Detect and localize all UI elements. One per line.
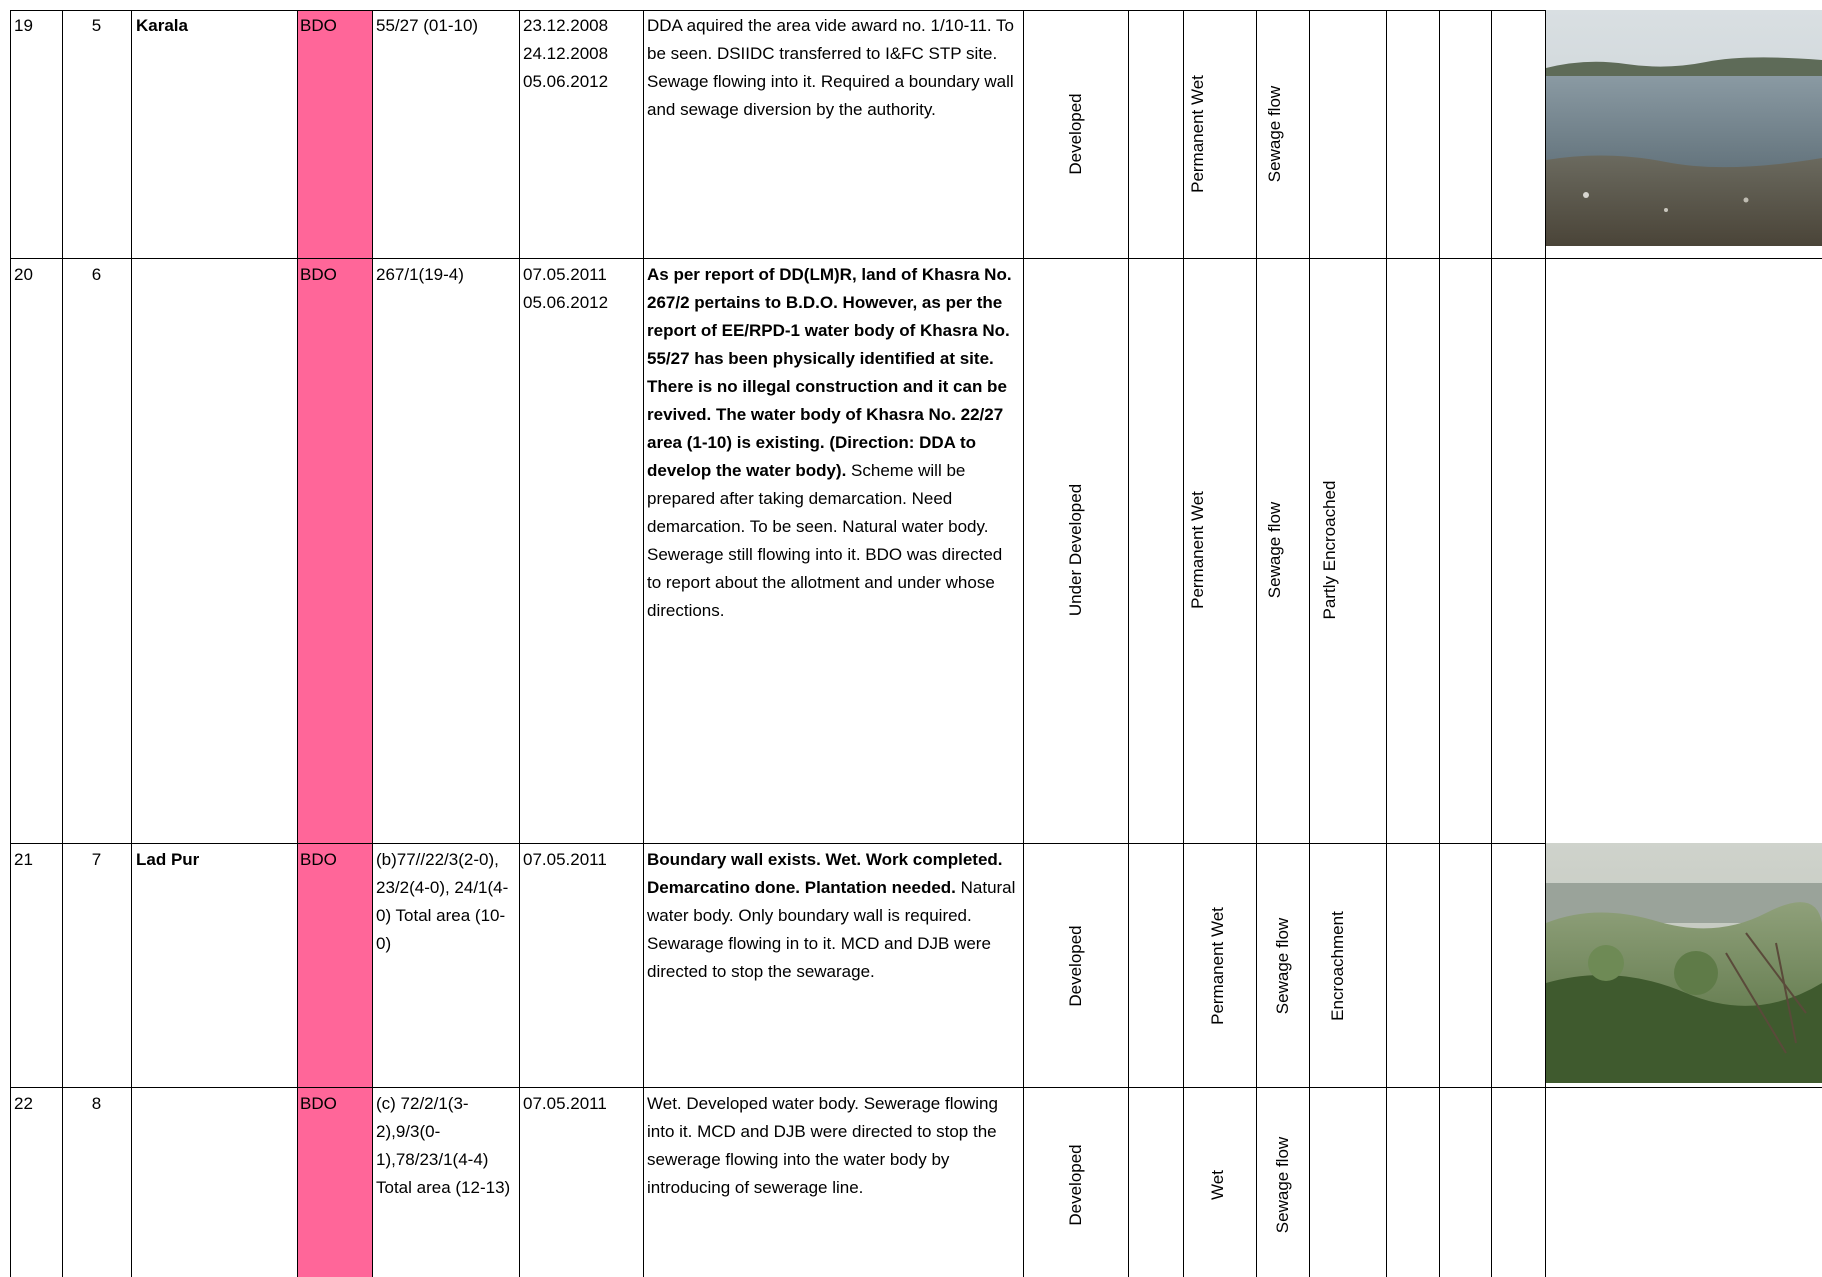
col-divider bbox=[1309, 10, 1310, 1277]
sewage-status: Sewage flow bbox=[1273, 1136, 1292, 1234]
row-divider bbox=[10, 1087, 1822, 1088]
encroachment-status: Encroachment bbox=[1328, 911, 1347, 1021]
khasra-number: (c) 72/2/1(3-2),9/3(0-1),78/23/1(4-4) Total area (12-13) bbox=[376, 1094, 511, 1197]
remarks-bold: As per report of DD(LM)R, land of Khasra No. 267/2 pertains to B.D.O. However, as per the report of EE/RPD-1 water body of Khasra No. 55/27 has been physically identified at site. There is no illegal construction and it can be revived. The water body of Khasra No. 22/27 area (1-10) is existing. (Direction: DDA to develop the water body). bbox=[647, 265, 1012, 480]
item-number: 7 bbox=[91, 850, 102, 869]
remarks-bold: Boundary wall exists. Wet. Work completed. Demarcatino done. Plantation needed. bbox=[647, 850, 1003, 897]
col-divider bbox=[1183, 10, 1184, 1277]
col-divider bbox=[643, 10, 644, 1277]
col-divider bbox=[1386, 10, 1387, 1277]
wet-status: Permanent Wet bbox=[1208, 907, 1227, 1025]
development-status: Developed bbox=[1066, 1144, 1085, 1226]
sewage-status: Sewage flow bbox=[1273, 917, 1292, 1015]
date-list: 07.05.2011 05.06.2012 bbox=[523, 265, 609, 312]
agency: BDO bbox=[300, 1094, 337, 1113]
col-divider bbox=[1439, 10, 1440, 1277]
remarks bbox=[647, 846, 1021, 986]
remarks bbox=[647, 12, 1021, 124]
item-number: 8 bbox=[91, 1094, 102, 1113]
col-divider bbox=[372, 10, 373, 1277]
sewage-status: Sewage flow bbox=[1265, 501, 1284, 599]
date-list: 07.05.2011 bbox=[523, 1094, 607, 1113]
date-list: 23.12.2008 24.12.2008 05.06.2012 bbox=[523, 16, 609, 91]
village-name: Karala bbox=[136, 16, 188, 35]
development-status: Developed bbox=[1066, 925, 1085, 1007]
development-status: Developed bbox=[1066, 93, 1085, 175]
serial-number: 19 bbox=[14, 16, 33, 35]
sewage-status: Sewage flow bbox=[1265, 85, 1284, 183]
item-number: 5 bbox=[91, 16, 102, 35]
remarks-text: Natural water body. Only boundary wall is required. Sewarage flowing in to it. MCD and DJB were directed to stop the sewarage. bbox=[647, 878, 1016, 981]
encroachment-status: Partly Encroached bbox=[1320, 480, 1339, 620]
item-number: 6 bbox=[91, 265, 102, 284]
date-list: 07.05.2011 bbox=[523, 850, 607, 869]
col-divider bbox=[1256, 10, 1257, 1277]
remarks bbox=[647, 1090, 1021, 1202]
col-divider bbox=[519, 10, 520, 1277]
remarks-text: Wet. Developed water body. Sewerage flowing into it. MCD and DJB were directed to stop the sewerage flowing into the water body by introducing of sewerage line. bbox=[647, 1094, 998, 1197]
overgrown-water-body-photo bbox=[1546, 843, 1822, 1083]
khasra-number: (b)77//22/3(2-0), 23/2(4-0), 24/1(4-0) Total area (10-0) bbox=[376, 850, 509, 953]
agency: BDO bbox=[300, 850, 337, 869]
col-divider bbox=[1491, 10, 1492, 1277]
agency: BDO bbox=[300, 265, 337, 284]
pond-water-photo bbox=[1546, 10, 1822, 246]
serial-number: 22 bbox=[14, 1094, 33, 1113]
serial-number: 20 bbox=[14, 265, 33, 284]
wet-status: Permanent Wet bbox=[1188, 75, 1207, 193]
remarks-text: Scheme will be prepared after taking demarcation. Need demarcation. To be seen. Natural water body. Sewerage still flowing into it. BDO was directed to report about the allotment and under whose directions. bbox=[647, 461, 1003, 620]
col-divider bbox=[297, 10, 298, 1277]
col-divider bbox=[131, 10, 132, 1277]
agency: BDO bbox=[300, 16, 337, 35]
remarks bbox=[647, 261, 1021, 625]
col-divider bbox=[10, 10, 11, 1277]
row-divider bbox=[10, 258, 1822, 259]
village-name: Lad Pur bbox=[136, 850, 200, 869]
khasra-number: 55/27 (01-10) bbox=[376, 16, 479, 35]
development-status: Under Developed bbox=[1066, 483, 1085, 617]
col-divider bbox=[62, 10, 63, 1277]
remarks-text: DDA aquired the area vide award no. 1/10-11. To be seen. DSIIDC transferred to I&FC STP site. Sewage flowing into it. Required a boundary wall and sewage diversion by the authority. bbox=[647, 16, 1014, 119]
wet-status: Permanent Wet bbox=[1188, 491, 1207, 609]
col-divider bbox=[1128, 10, 1129, 1277]
wet-status: Wet bbox=[1208, 1170, 1227, 1200]
row-divider bbox=[10, 10, 1546, 11]
khasra-number: 267/1(19-4) bbox=[376, 265, 464, 284]
serial-number: 21 bbox=[14, 850, 33, 869]
col-divider bbox=[1023, 10, 1024, 1277]
